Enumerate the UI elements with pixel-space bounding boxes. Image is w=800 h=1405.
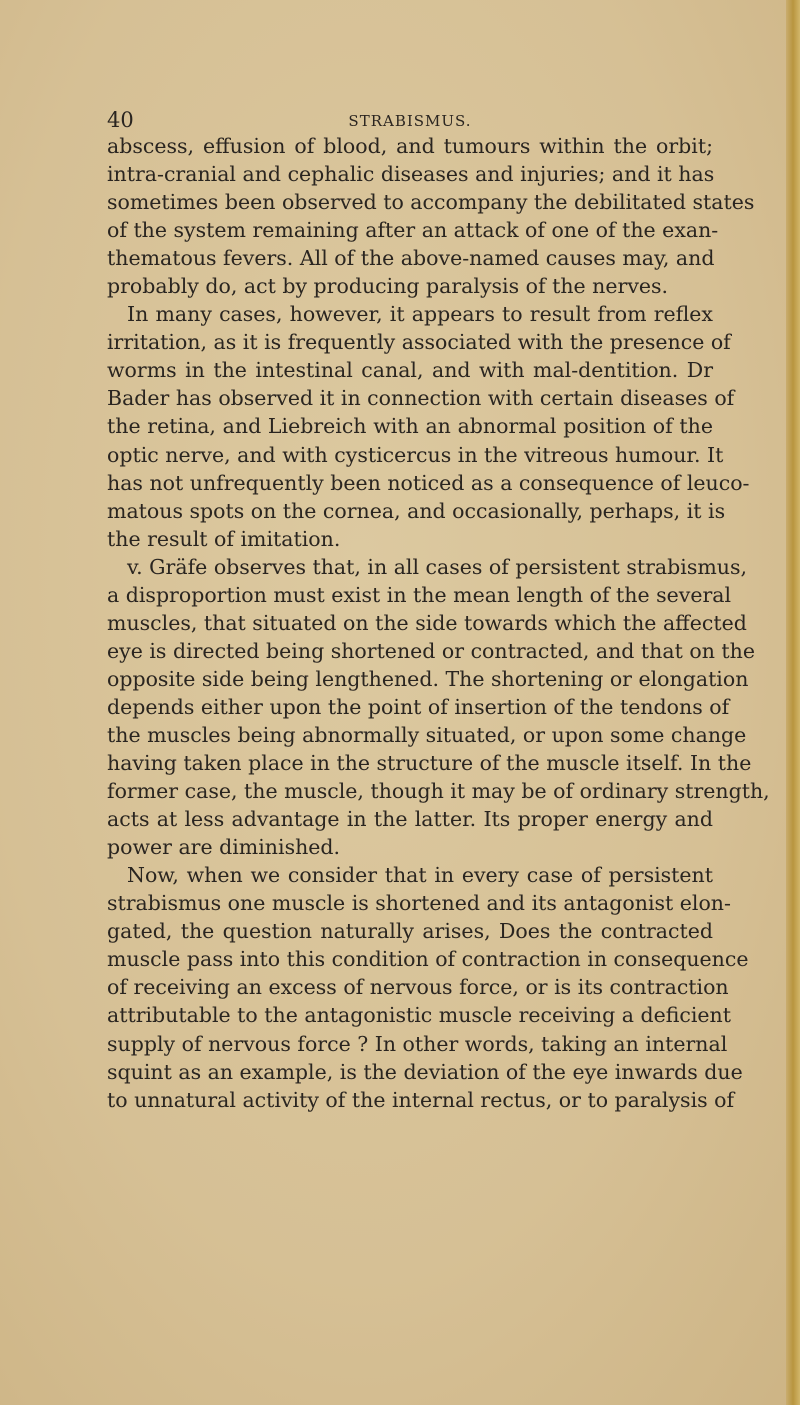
- text-line: worms in the intestinal canal, and with mal-dentition. Dr: [107, 358, 713, 383]
- text-line: In many cases, however, it appears to result from reflex: [127, 302, 713, 327]
- text-line: muscle pass into this condition of contraction in consequence: [107, 947, 749, 972]
- text-line: the retina, and Liebreich with an abnormal position of the: [107, 414, 713, 439]
- text-line: eye is directed being shortened or contracted, and that on the: [107, 638, 755, 663]
- paragraph: [107, 861, 749, 1113]
- text-line: acts at less advantage in the latter. Its proper energy and: [107, 807, 713, 832]
- paragraph: [107, 132, 755, 300]
- text-line: the result of imitation.: [107, 526, 341, 551]
- text-line: intra-cranial and cephalic diseases and injuries; and it has: [107, 162, 715, 187]
- paragraph: [107, 553, 770, 862]
- text-line: the muscles being abnormally situated, or upon some change: [107, 722, 747, 747]
- text-line: supply of nervous force ? In other words, taking an internal: [107, 1031, 728, 1056]
- text-line: depends either upon the point of insertion of the tendons of: [107, 694, 730, 719]
- text-line: of receiving an excess of nervous force, or is its contraction: [107, 975, 729, 1000]
- text-line: v. Gräfe observes that, in all cases of persistent strabismus,: [127, 554, 748, 579]
- text-line: abscess, effusion of blood, and tumours within the orbit;: [107, 134, 713, 158]
- text-line: irritation, as it is frequently associated with the presence of: [107, 330, 731, 355]
- running-title: STRABISMUS.: [348, 112, 472, 130]
- text-line: attributable to the antagonistic muscle receiving a deficient: [107, 1003, 731, 1028]
- paragraph: [107, 300, 750, 552]
- text-line: probably do, act by producing paralysis of the nerves.: [107, 274, 669, 299]
- text-line: a disproportion must exist in the mean length of the several: [107, 582, 732, 607]
- text-line: squint as an example, is the deviation of the eye inwards due: [107, 1059, 743, 1084]
- text-line: opposite side being lengthened. The shortening or elongation: [107, 666, 749, 691]
- page-edge: [786, 0, 800, 1405]
- text-line: has not unfrequently been noticed as a consequence of leuco-: [107, 470, 750, 495]
- text-line: strabismus one muscle is shortened and its antagonist elon-: [107, 891, 731, 916]
- text-line: having taken place in the structure of the muscle itself. In the: [107, 751, 752, 776]
- text-line: optic nerve, and with cysticercus in the vitreous humour. It: [107, 442, 724, 467]
- text-line: former case, the muscle, though it may be of ordinary strength,: [107, 779, 770, 804]
- text-line: Now, when we consider that in every case of persistent: [127, 863, 713, 888]
- text-line: Bader has observed it in connection with certain diseases of: [107, 386, 735, 411]
- text-line: thematous fevers. All of the above-named causes may, and: [107, 246, 715, 271]
- text-line: of the system remaining after an attack of one of the exan-: [107, 218, 719, 243]
- text-line: to unnatural activity of the internal rectus, or to paralysis of: [107, 1087, 735, 1112]
- text-line: sometimes been observed to accompany the debilitated states: [107, 190, 755, 215]
- text-line: muscles, that situated on the side towards which the affected: [107, 610, 747, 635]
- body-text: [107, 132, 770, 1114]
- text-line: matous spots on the cornea, and occasionally, perhaps, it is: [107, 498, 726, 523]
- text-line: gated, the question naturally arises, Does the contracted: [107, 919, 713, 944]
- page-number: 40: [107, 108, 134, 132]
- text-line: power are diminished.: [107, 835, 341, 860]
